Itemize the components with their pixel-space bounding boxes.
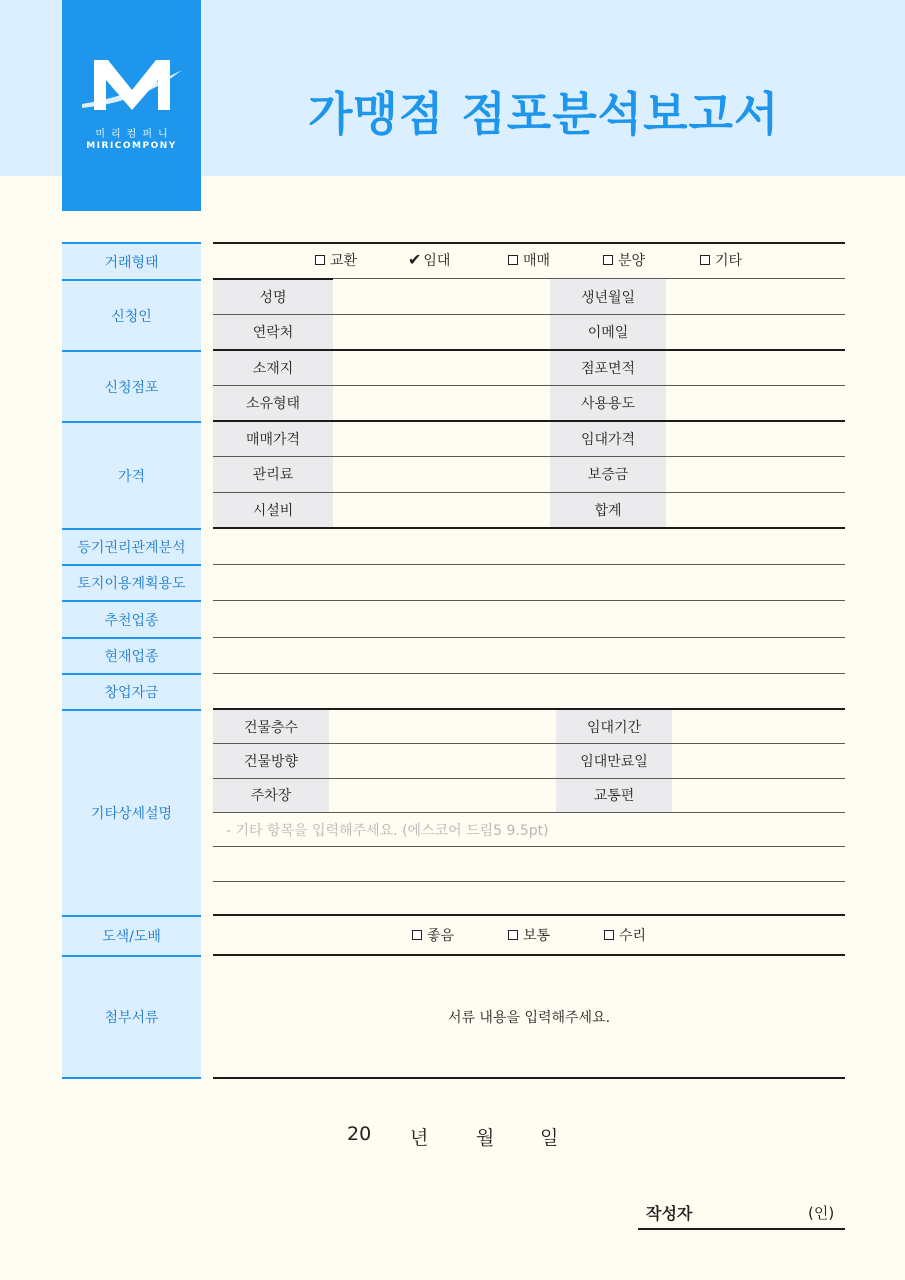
field-ownership: 소유형태 (245, 396, 301, 412)
label-deal-type: 거래형태 (62, 242, 201, 279)
checkmark-icon: ✔ (408, 250, 422, 269)
option-presale[interactable]: 분양 (603, 250, 645, 270)
rule (213, 600, 845, 601)
field-store-area: 점포면적 (580, 360, 636, 377)
field-email: 이메일 (587, 325, 629, 341)
label-store: 신청점포 (62, 350, 201, 421)
document-title: 가맹점 점포분석보고서 (308, 87, 780, 141)
date-day-label: 일 (540, 1127, 559, 1149)
logo-name-en: MIRICOMPONY (86, 141, 177, 151)
attachments-placeholder[interactable]: 서류 내용을 입력해주세요. (447, 1010, 611, 1026)
field-parking: 주차장 (250, 788, 292, 804)
details-hint: - 기타 항목을 입력해주세요. (에스코어 드림5 9.5pt) (226, 823, 549, 839)
field-contact: 연락처 (252, 325, 294, 341)
field-maintenance-fee: 관리료 (252, 467, 294, 483)
option-other[interactable]: 기타 (700, 250, 742, 270)
label-attachments: 첨부서류 (62, 955, 201, 1079)
date-month-label: 월 (476, 1127, 495, 1149)
checkbox-icon (700, 255, 710, 265)
field-birthdate: 생년월일 (580, 289, 636, 306)
option-lease[interactable]: ✔ 임대 (408, 250, 451, 269)
field-lease-price: 임대가격 (580, 431, 636, 448)
label-paint: 도색/도배 (62, 915, 201, 955)
label-details: 기타상세설명 (62, 709, 201, 915)
rule (213, 527, 845, 529)
date-year-prefix: 20 (347, 1123, 372, 1145)
option-repair[interactable]: 수리 (604, 925, 646, 945)
option-normal[interactable]: 보통 (508, 925, 550, 945)
field-facility-fee: 시설비 (252, 503, 294, 519)
label-applicant: 신청인 (62, 279, 201, 350)
field-sale-price: 매매가격 (245, 431, 301, 448)
option-exchange[interactable]: 교환 (315, 250, 357, 270)
signature-line (638, 1228, 845, 1230)
checkbox-icon (604, 930, 614, 940)
label-funds: 창업자금 (62, 673, 201, 709)
checkbox-icon (603, 255, 613, 265)
label-registry: 등기권리관계분석 (62, 528, 201, 564)
checkbox-icon (508, 255, 518, 265)
field-orientation: 건물방향 (243, 753, 299, 770)
date-year-label: 년 (410, 1127, 429, 1149)
option-sale[interactable]: 매매 (508, 250, 550, 270)
option-good[interactable]: 좋음 (412, 925, 454, 945)
rule (213, 846, 845, 847)
field-location: 소재지 (252, 360, 294, 377)
seal-mark: (인) (808, 1204, 835, 1222)
rule (213, 881, 845, 882)
label-land-use: 토지이용계획용도 (62, 564, 201, 600)
rule (213, 637, 845, 638)
field-transport: 교통편 (593, 788, 635, 804)
field-name: 성명 (259, 289, 287, 306)
field-total: 합계 (594, 503, 622, 519)
checkbox-icon (508, 930, 518, 940)
rule (213, 564, 845, 565)
rule (213, 1077, 845, 1079)
checkbox-icon (315, 255, 325, 265)
field-floors: 건물층수 (243, 719, 299, 736)
label-price: 가격 (62, 421, 201, 528)
logo-name-ko: 미리컴퍼니 (95, 129, 174, 140)
rule (213, 673, 845, 674)
field-deposit: 보증금 (587, 467, 629, 483)
checkbox-icon (412, 930, 422, 940)
rule (213, 914, 845, 916)
field-lease-period: 임대기간 (586, 719, 642, 736)
label-current: 현재업종 (62, 637, 201, 673)
company-logo (62, 0, 201, 211)
label-recommend: 추천업종 (62, 600, 201, 637)
logo-m-icon (82, 52, 182, 118)
field-usage: 사용용도 (580, 396, 636, 412)
rule (213, 242, 845, 244)
field-lease-end: 임대만료일 (580, 753, 648, 770)
signature-label: 작성자 (646, 1204, 693, 1223)
rule (213, 812, 845, 813)
